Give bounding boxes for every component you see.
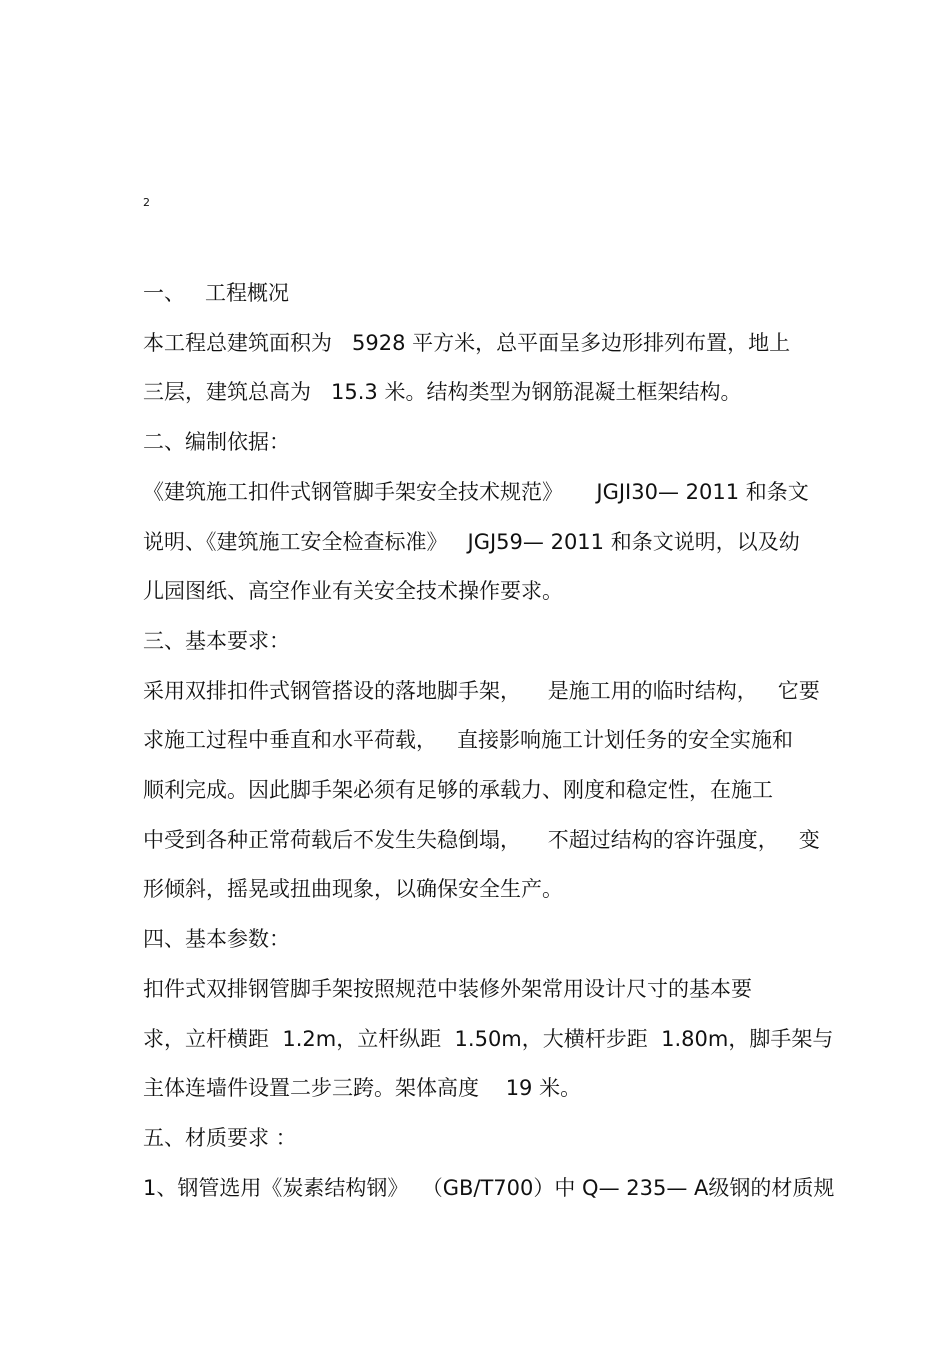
paragraph-line: 形倾斜，摇晃或扭曲现象，以确保安全生产。 (143, 877, 563, 901)
paragraph-line: 《建筑施工扣件式钢管脚手架安全技术规范》 JGJI30— 2011 和条文 (143, 480, 809, 504)
section-heading-5: 五、材质要求 ： (143, 1126, 297, 1150)
section-heading-3: 三、基本要求： (143, 629, 290, 653)
section-heading-2: 二、编制依据： (143, 430, 290, 454)
paragraph-line: 儿园图纸、高空作业有关安全技术操作要求。 (143, 579, 563, 603)
paragraph-line: 中受到各种正常荷载后不发生失稳倒塌， 不超过结构的容许强度， 变 (143, 828, 820, 852)
paragraph-line: 采用双排扣件式钢管搭设的落地脚手架， 是施工用的临时结构， 它要 (143, 679, 820, 703)
page-number: 2 (143, 196, 150, 209)
paragraph-line: 扣件式双排钢管脚手架按照规范中装修外架常用设计尺寸的基本要 (143, 977, 752, 1001)
paragraph-line: 主体连墙件设置二步三跨。架体高度 19 米。 (143, 1076, 582, 1100)
section-heading-1: 一、 工程概况 (143, 281, 290, 305)
paragraph-line: 求施工过程中垂直和水平荷载， 直接影响施工计划任务的安全实施和 (143, 728, 794, 752)
paragraph-line: 三层，建筑总高为 15.3 米。结构类型为钢筋混凝土框架结构。 (143, 380, 742, 404)
section-heading-4: 四、基本参数： (143, 927, 290, 951)
paragraph-line: 1、钢管选用《炭素结构钢》 （GB/T700）中 Q— 235— A级钢的材质规 (143, 1176, 835, 1200)
paragraph-line: 顺利完成。因此脚手架必须有足够的承载力、刚度和稳定性，在施工 (143, 778, 773, 802)
paragraph-line: 说明、《建筑施工安全检查标准》 JGJ59— 2011 和条文说明，以及幼 (143, 530, 800, 554)
paragraph-line: 求，立杆横距 1.2m，立杆纵距 1.50m，大横杆步距 1.80m，脚手架与 (143, 1027, 834, 1051)
paragraph-line: 本工程总建筑面积为 5928 平方米，总平面呈多边形排列布置，地上 (143, 331, 791, 355)
